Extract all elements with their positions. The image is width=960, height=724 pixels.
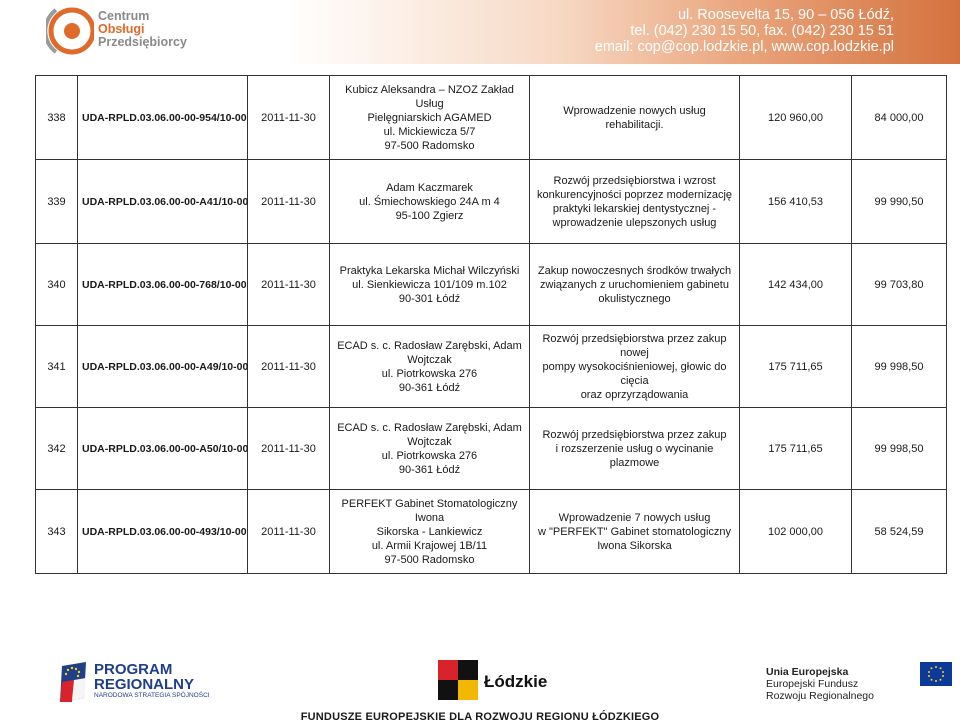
beneficiary-line: PERFEKT Gabinet Stomatologiczny Iwona [341,497,518,524]
beneficiary-line: 97-500 Radomsko [384,553,475,566]
beneficiary-line: Praktyka Lekarska Michał Wilczyński [339,264,520,277]
beneficiary-line: Pielęgniarskich AGAMED [367,111,492,124]
contact-address: ul. Roosevelta 15, 90 – 056 Łódź, [677,7,894,23]
total-value: 175 711,65 [740,326,852,408]
lodzkie-label: Łódzkie [484,672,548,691]
footer-logos [0,650,960,710]
application-code: UDA-RPLD.03.06.00-00-A41/10-00 [78,160,248,244]
project-title-line: pompy wysokociśnieniowej, głowic do cięcia [542,360,727,387]
row-number: 343 [36,490,78,574]
grant-value: 58 524,59 [852,490,947,574]
eu-line-3: Rozwoju Regionalnego [766,690,874,702]
project-title-cell [530,326,740,408]
project-title-line: Rozwój przedsiębiorstwa przez zakup nowej [542,332,727,359]
logo-line-1: Centrum [98,9,150,23]
contact-email[interactable]: email: cop@cop.lodzkie.pl, www.cop.lodzkie.pl [594,39,894,55]
contract-date: 2011-11-30 [248,408,330,490]
application-code: UDA-RPLD.03.06.00-00-768/10-00 [78,244,248,326]
project-title-cell [530,76,740,160]
contract-date: 2011-11-30 [248,160,330,244]
lodzkie-logo [438,660,548,700]
beneficiary-line: ECAD s. c. Radosław Zarębski, Adam [337,339,522,352]
project-title-cell [530,160,740,244]
table-row [36,160,947,244]
program-subtitle: NARODOWA STRATEGIA SPÓJNOŚCI [94,692,210,699]
project-title-line: w "PERFEKT" Gabinet stomatologiczny [537,525,732,538]
beneficiary-line: ul. Piotrkowska 276 [381,449,478,462]
page-header [0,0,960,64]
eu-logo [722,658,952,706]
project-title-line: wprowadzenie ulepszonych usług [552,216,717,229]
project-title-line: Rozwój przedsiębiorstwa i wzrost [553,174,716,187]
beneficiary-line: Wojtczak [407,353,452,366]
total-value: 102 000,00 [740,490,852,574]
total-value: 120 960,00 [740,76,852,160]
application-code: UDA-RPLD.03.06.00-00-A49/10-00 [78,326,248,408]
total-value: 156 410,53 [740,160,852,244]
beneficiary-line: 95-100 Zgierz [395,209,464,222]
eu-flag-icon [920,662,952,686]
beneficiary-line: 90-301 Łódź [398,292,461,305]
grant-value: 99 998,50 [852,408,947,490]
project-title-line: konkurencyjności poprzez modernizację [536,188,733,201]
contact-phone: tel. (042) 230 15 50, fax. (042) 230 15 51 [630,23,894,39]
contact-info [595,7,894,55]
table-row [36,244,947,326]
project-title-line: okulistycznego [598,292,671,305]
project-title-cell [530,408,740,490]
beneficiary-line: 97-500 Radomsko [384,139,475,152]
beneficiary-line: ECAD s. c. Radosław Zarębski, Adam [337,421,522,434]
program-regionalny-logo [58,656,218,708]
application-code: UDA-RPLD.03.06.00-00-493/10-00 [78,490,248,574]
beneficiary-cell [330,244,530,326]
beneficiary-line: ul. Śmiechowskiego 24A m 4 [359,195,500,208]
project-title-line: i rozszerzenie usług o wycinanie plazmowe [555,442,714,469]
logo-line-2: Obsługi [98,22,145,36]
table-row [36,408,947,490]
beneficiary-line: Sikorska - Lankiewicz [376,525,483,538]
beneficiary-line: ul. Armii Krajowej 1B/11 [371,539,488,552]
lodzkie-mark-icon [438,660,478,700]
application-code: UDA-RPLD.03.06.00-00-A50/10-00 [78,408,248,490]
row-number: 342 [36,408,78,490]
row-number: 340 [36,244,78,326]
grants-table [35,75,947,574]
logo-line-3: Przedsiębiorcy [98,35,187,49]
beneficiary-line: ul. Sienkiewicza 101/109 m.102 [352,278,507,291]
program-flag-icon [58,658,88,704]
row-number: 339 [36,160,78,244]
beneficiary-cell [330,76,530,160]
table-row [36,76,947,160]
beneficiary-cell [330,160,530,244]
program-line-1: PROGRAM [94,661,173,678]
row-number: 338 [36,76,78,160]
eu-line-2: Europejski Fundusz [766,678,859,690]
project-title-line: praktyki lekarskiej dentystycznej - [552,202,717,215]
beneficiary-line: ul. Mickiewicza 5/7 [383,125,476,138]
beneficiary-line: Kubicz Aleksandra – NZOZ Zakład Usług [345,83,514,110]
cop-logo [46,4,206,60]
total-value: 175 711,65 [740,408,852,490]
project-title-line: Rozwój przedsiębiorstwa przez zakup [542,428,727,441]
grant-value: 84 000,00 [852,76,947,160]
project-title-line: oraz oprzyrządowania [580,388,689,401]
grant-value: 99 990,50 [852,160,947,244]
application-code: UDA-RPLD.03.06.00-00-954/10-00 [78,76,248,160]
beneficiary-cell [330,408,530,490]
beneficiary-line: Adam Kaczmarek [386,181,473,194]
cop-logo-icon [46,4,94,58]
grant-value: 99 998,50 [852,326,947,408]
project-title-line: Wprowadzenie 7 nowych usług [558,511,711,524]
beneficiary-line: ul. Piotrkowska 276 [381,367,478,380]
contract-date: 2011-11-30 [248,326,330,408]
beneficiary-cell [330,326,530,408]
beneficiary-line: Wojtczak [407,435,452,448]
project-title-cell [530,490,740,574]
table-row [36,326,947,408]
project-title-line: Iwona Sikorska [597,539,672,552]
footer-caption: FUNDUSZE EUROPEJSKIE DLA ROZWOJU REGIONU ŁÓDZKIEGO [300,711,660,723]
project-title-cell [530,244,740,326]
eu-line-1: Unia Europejska [766,666,849,678]
contract-date: 2011-11-30 [248,76,330,160]
beneficiary-line: 90-361 Łódź [398,463,461,476]
beneficiary-line: 90-361 Łódź [398,381,461,394]
contract-date: 2011-11-30 [248,244,330,326]
row-number: 341 [36,326,78,408]
total-value: 142 434,00 [740,244,852,326]
table-row [36,490,947,574]
project-title-line: Wprowadzenie nowych usług rehabilitacji. [563,104,706,131]
beneficiary-cell [330,490,530,574]
project-title-line: związanych z uruchomieniem gabinetu [540,278,729,291]
grant-value: 99 703,80 [852,244,947,326]
program-line-2: REGIONALNY [94,676,195,693]
contract-date: 2011-11-30 [248,490,330,574]
project-title-line: Zakup nowoczesnych środków trwałych [537,264,732,277]
